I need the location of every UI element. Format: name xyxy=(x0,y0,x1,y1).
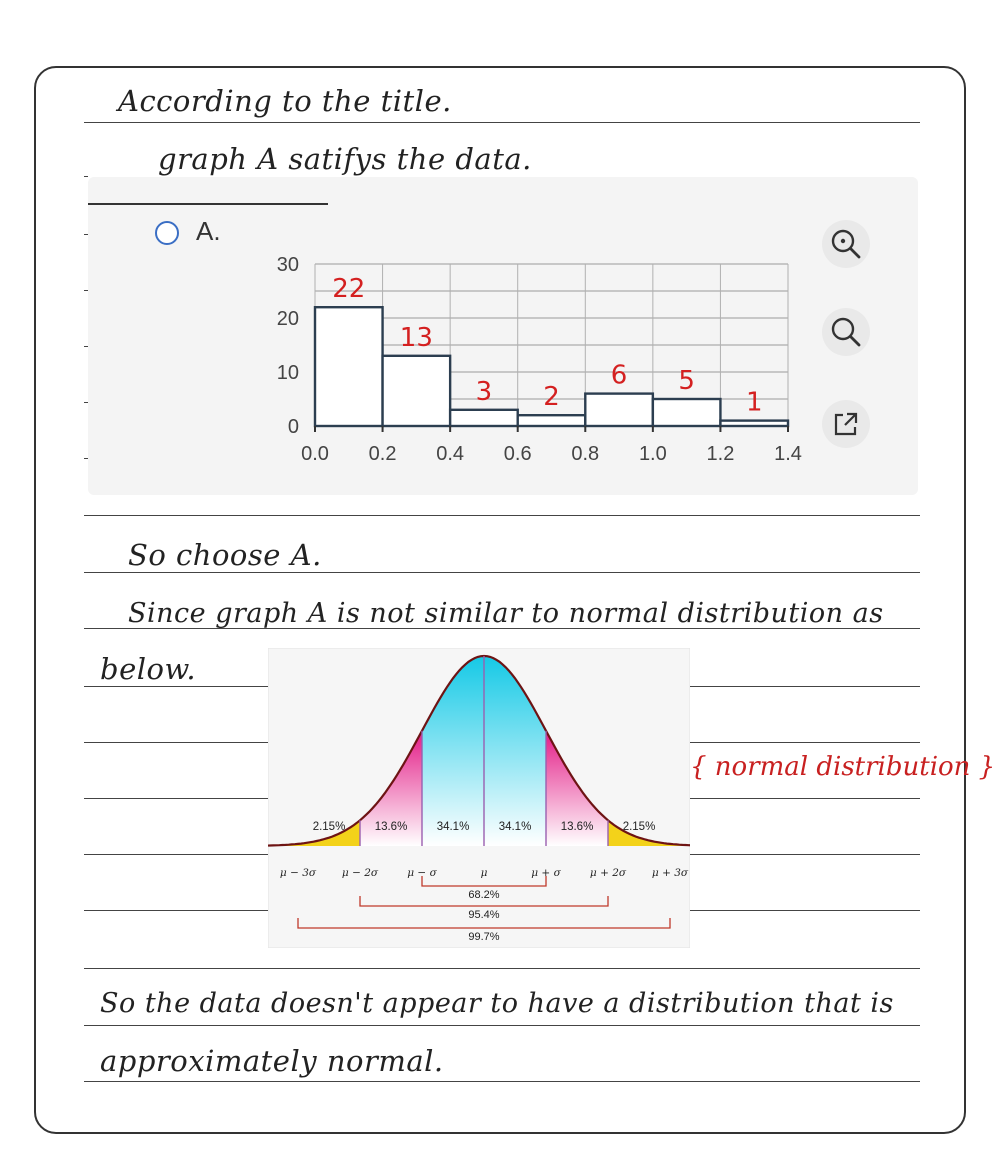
x-tick-label: 1.0 xyxy=(638,443,667,465)
note-line-7: approximately normal. xyxy=(100,1044,444,1078)
sigma-axis-label: μ + σ xyxy=(531,867,561,879)
ruled-line xyxy=(84,798,268,799)
bar-annotation: 5 xyxy=(678,366,695,396)
sigma-axis-label: μ − 3σ xyxy=(279,867,317,879)
x-tick-label: 0.4 xyxy=(436,443,465,465)
sigma-axis-label: μ + 2σ xyxy=(589,867,627,879)
histogram-bar xyxy=(653,399,721,426)
option-a-radio[interactable] xyxy=(155,221,179,245)
x-tick-label: 1.4 xyxy=(774,443,802,465)
x-tick-label: 0.0 xyxy=(301,443,329,465)
y-tick-label: 10 xyxy=(276,362,299,384)
histogram-bar xyxy=(720,421,788,426)
zoom-in-icon xyxy=(829,227,863,261)
note-line-3: So choose A. xyxy=(128,538,322,572)
note-line-2: graph A satifys the data. xyxy=(158,142,532,176)
note-line-6: So the data doesn't appear to have a distribution that is xyxy=(100,988,894,1019)
note-line-4: Since graph A is not similar to normal distribution as xyxy=(128,598,884,629)
zoom-out-icon xyxy=(829,315,863,349)
ruled-line xyxy=(84,910,268,911)
bar-annotation: 3 xyxy=(475,376,493,407)
x-tick-label: 0.2 xyxy=(368,443,397,465)
percent-label: 2.15% xyxy=(312,821,346,833)
normal-distribution-figure xyxy=(268,648,690,948)
ruled-line xyxy=(84,1081,920,1082)
bar-annotation: 1 xyxy=(745,387,763,418)
histogram-bar xyxy=(315,307,383,426)
ruled-line xyxy=(84,1025,920,1026)
percent-label: 34.1% xyxy=(436,821,470,833)
bar-annotation: 13 xyxy=(399,322,433,353)
ruled-line xyxy=(84,742,268,743)
x-tick-label: 1.2 xyxy=(706,443,735,465)
ruled-line xyxy=(690,798,920,799)
percent-label: 34.1% xyxy=(498,821,532,833)
range-label: 99.7% xyxy=(468,931,500,943)
bar-annotation: 2 xyxy=(543,382,560,413)
zoom-out-button[interactable] xyxy=(822,308,870,356)
percent-label: 13.6% xyxy=(560,821,594,833)
expand-icon xyxy=(831,409,861,439)
note-line-1: According to the title. xyxy=(118,84,452,118)
histogram-chart xyxy=(250,240,830,480)
sigma-axis-label: μ + 3σ xyxy=(651,867,689,879)
y-tick-label: 0 xyxy=(287,416,299,438)
percent-label: 13.6% xyxy=(374,821,408,833)
bar-annotation: 6 xyxy=(610,360,628,391)
y-tick-label: 30 xyxy=(276,254,299,276)
note-line-5: below. xyxy=(100,652,197,686)
histogram-bar xyxy=(585,394,653,426)
x-tick-label: 0.6 xyxy=(503,443,532,465)
bar-annotation: 22 xyxy=(332,274,366,305)
ruled-line xyxy=(690,686,920,687)
histogram-bar xyxy=(383,356,451,426)
ruled-line xyxy=(84,176,88,177)
expand-button[interactable] xyxy=(822,400,870,448)
ruled-line xyxy=(84,515,920,516)
range-label: 68.2% xyxy=(468,889,500,901)
sigma-axis-label: μ − σ xyxy=(407,867,437,879)
underline xyxy=(88,203,328,205)
range-label: 95.4% xyxy=(468,909,500,921)
sigma-axis-label: μ − 2σ xyxy=(341,867,379,879)
histogram-bar xyxy=(518,415,586,426)
zoom-in-button[interactable] xyxy=(822,220,870,268)
ruled-line xyxy=(84,686,268,687)
y-tick-label: 20 xyxy=(276,308,299,330)
ruled-line xyxy=(84,122,920,123)
x-tick-label: 0.8 xyxy=(571,443,600,465)
ruled-line xyxy=(690,910,920,911)
normal-distribution-label: { normal distribution } xyxy=(690,752,996,782)
option-a-label: A. xyxy=(196,216,221,246)
percent-label: 2.15% xyxy=(622,821,656,833)
histogram-bar xyxy=(450,410,518,426)
ruled-line xyxy=(84,572,920,573)
sigma-axis-label: μ xyxy=(480,867,488,879)
ruled-line xyxy=(690,742,920,743)
ruled-line xyxy=(84,854,268,855)
ruled-line xyxy=(84,968,920,969)
ruled-line xyxy=(690,854,920,855)
